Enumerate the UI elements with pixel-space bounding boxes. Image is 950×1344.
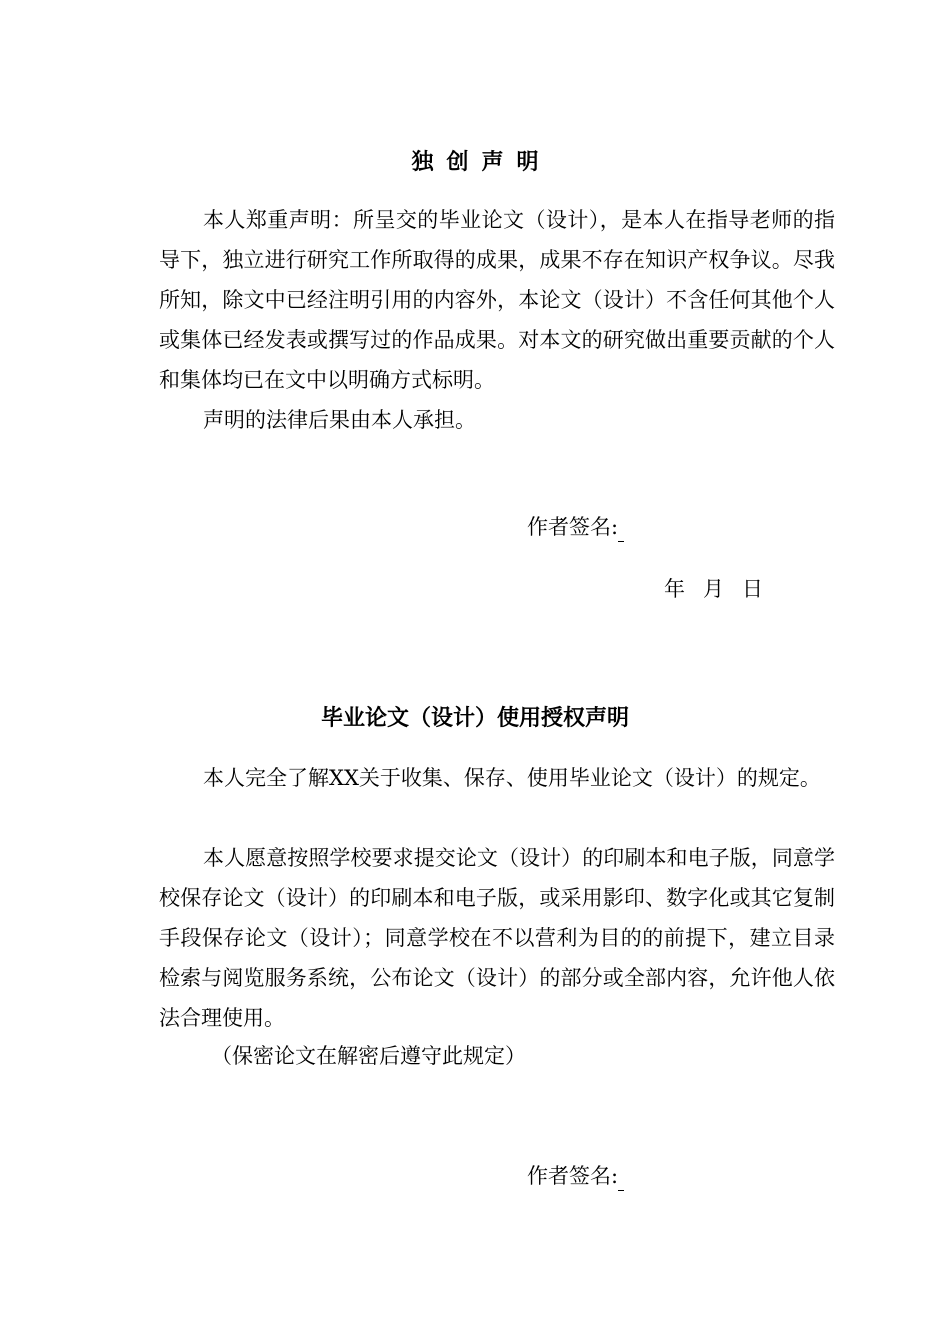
date-month-label: 月 — [703, 577, 724, 601]
originality-declaration-title: 独创声明 — [411, 150, 552, 175]
author-signature-label: 作者签名: — [527, 1164, 619, 1188]
legal-consequence-statement: 声明的法律后果由本人承担。 — [203, 408, 476, 432]
signature-underline — [618, 519, 624, 542]
date-year-label: 年 — [664, 577, 685, 601]
usage-understanding-statement: 本人完全了解XX关于收集、保存、使用毕业论文（设计）的规定。 — [203, 766, 821, 790]
confidential-thesis-note: （保密论文在解密后遵守此规定） — [211, 1044, 526, 1068]
date-day-label: 日 — [742, 577, 763, 601]
author-signature-line-2 — [527, 1161, 624, 1191]
signature-date — [664, 574, 763, 604]
usage-authorization-title: 毕业论文（设计）使用授权声明 — [320, 706, 629, 731]
author-signature-line-1 — [527, 512, 624, 542]
usage-authorization-body: 本人愿意按照学校要求提交论文（设计）的印刷本和电子版，同意学校保存论文（设计）的印刷本和电子版，或采用影印、数字化或其它复制手段保存论文（设计）；同意学校在不以营利为目的的前提下，建立目录检索与阅览服务系统，公布论文（设计）的部分或全部内容，允许他人依法合理使用。 — [159, 846, 835, 1030]
originality-declaration-body: 本人郑重声明：所呈交的毕业论文（设计），是本人在指导老师的指导下，独立进行研究工作所取得的成果，成果不存在知识产权争议。尽我所知，除文中已经注明引用的内容外，本论文（设计）不含任何其他个人或集体已经发表或撰写过的作品成果。对本文的研究做出重要贡献的个人和集体均已在文中以明确方式标明。 — [159, 208, 835, 392]
author-signature-label: 作者签名: — [527, 515, 619, 539]
signature-underline — [618, 1168, 624, 1191]
